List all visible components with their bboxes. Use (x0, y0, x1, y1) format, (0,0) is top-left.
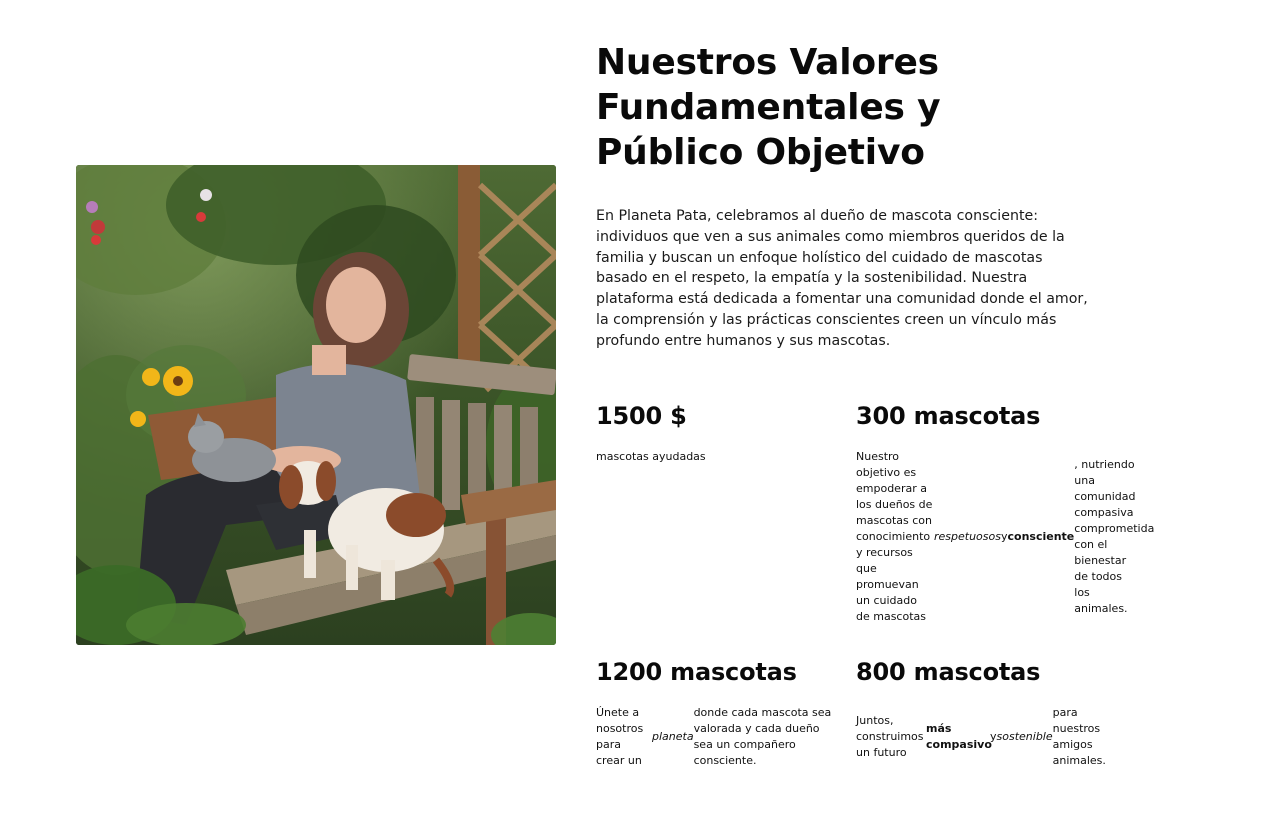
stat-description-text: y (990, 730, 997, 743)
stat-description-emphasis: respetuosos (934, 530, 1001, 543)
stat-value: 1500 $ (596, 402, 687, 430)
stat-description-text: Juntos, construimos un futuro (856, 714, 924, 759)
stat-description (596, 449, 826, 465)
stat-description-strong: más compasivo (926, 722, 992, 751)
stat-description-text: para nuestros amigos animales. (1052, 706, 1106, 767)
page-title (596, 40, 1116, 175)
title-line: Público Objetivo (596, 132, 925, 173)
stat-description-strong: consciente (1007, 530, 1075, 543)
stat-value: 1200 mascotas (596, 658, 797, 686)
stat-description (856, 705, 1146, 769)
stat-description-text: Nuestro objetivo es empoderar a los dueños de mascotas con conocimiento y recursos que promuevan un cuidado de mascotas (856, 450, 933, 623)
hero-photo (76, 165, 556, 645)
stat-description-emphasis: planeta (652, 730, 694, 743)
stat-value: 300 mascotas (856, 402, 1041, 430)
title-line: Nuestros Valores (596, 42, 939, 83)
stat-description (856, 449, 1155, 625)
stat-description-text: mascotas ayudadas (596, 450, 706, 463)
stat-value: 800 mascotas (856, 658, 1041, 686)
title-line: Fundamentales y (596, 87, 941, 128)
stat-description-text: y (1000, 530, 1008, 543)
stat-description-text: , nutriendo una comunidad compasiva comprometida con el bienestar de todos los animales. (1074, 458, 1155, 615)
stat-description (596, 705, 846, 769)
stat-description-text: Únete a nosotros para crear un (596, 706, 644, 767)
intro-paragraph: En Planeta Pata, celebramos al dueño de mascota consciente: individuos que ven a sus animales como miembros queridos de la familia y buscan un enfoque holístico del cuidado de mascotas basado en el respeto, la empatía y la sostenibilidad. Nuestra plataforma está dedicada a fomentar una comunidad donde el amor, la comprensión y las prácticas conscientes creen un vínculo más profundo entre humanos y sus mascotas. (596, 208, 1088, 349)
stat-description-text: donde cada mascota sea valorada y cada dueño sea un compañero consciente. (693, 706, 832, 767)
stat-description-emphasis: sostenible (996, 730, 1053, 743)
